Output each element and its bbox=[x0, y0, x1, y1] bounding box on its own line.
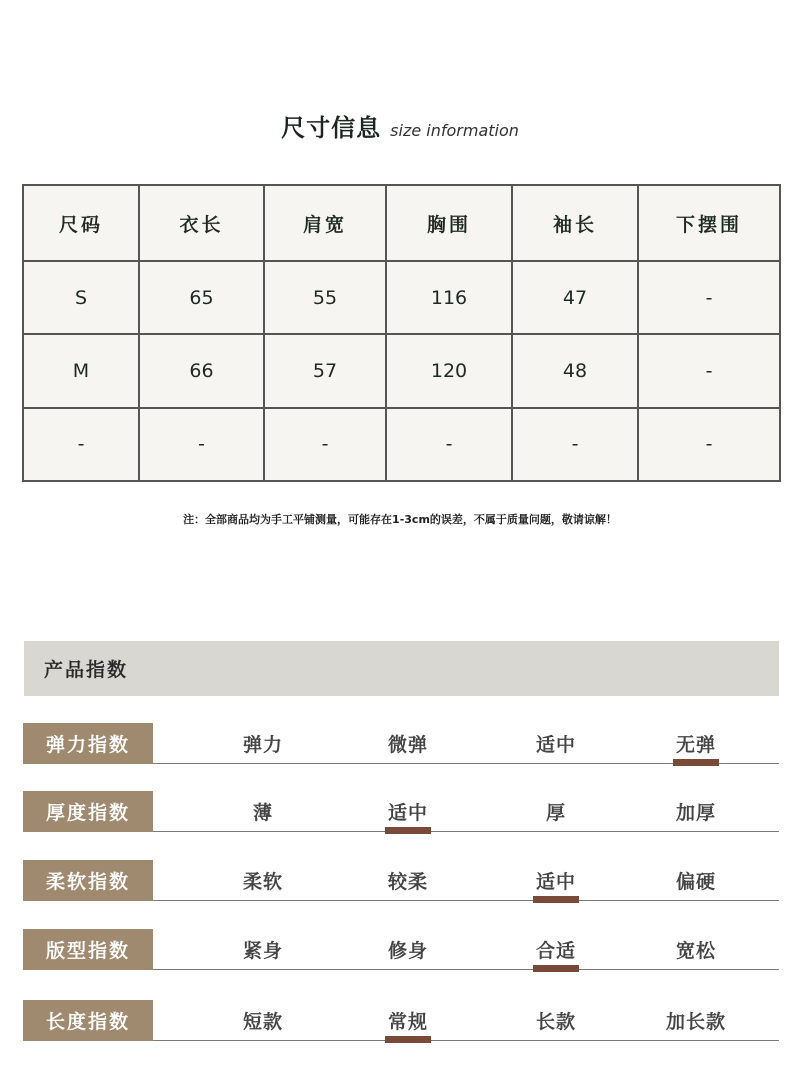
index-option: 较柔 bbox=[387, 871, 428, 893]
table-row bbox=[23, 261, 780, 334]
index-option: 薄 bbox=[252, 802, 273, 824]
index-row-fit bbox=[23, 929, 779, 970]
index-option: 微弹 bbox=[387, 734, 428, 756]
index-option: 偏硬 bbox=[675, 871, 716, 893]
index-option: 加长款 bbox=[665, 1011, 726, 1033]
index-row-length bbox=[23, 1000, 779, 1041]
index-label: 厚度指数 bbox=[23, 791, 153, 832]
index-row-thickness bbox=[23, 791, 779, 832]
index-label: 柔软指数 bbox=[23, 860, 153, 901]
index-option-selected: 常规 bbox=[358, 1000, 458, 1041]
table-header-row bbox=[23, 185, 780, 261]
product-index-header bbox=[24, 641, 779, 696]
page-title bbox=[0, 108, 800, 143]
title-chinese: 尺寸信息 bbox=[281, 114, 382, 142]
table-cell: - bbox=[264, 408, 386, 481]
index-label: 弹力指数 bbox=[23, 723, 153, 764]
table-cell: 47 bbox=[512, 261, 638, 334]
index-option: 加厚 bbox=[675, 802, 716, 824]
index-label: 长度指数 bbox=[23, 1000, 153, 1041]
product-index-title: 产品指数 bbox=[44, 659, 129, 681]
table-cell: - bbox=[638, 261, 780, 334]
table-header-cell: 尺码 bbox=[23, 185, 139, 261]
index-option: 长款 bbox=[535, 1011, 576, 1033]
index-option: 紧身 bbox=[242, 940, 283, 962]
table-cell: 57 bbox=[264, 334, 386, 407]
index-option-selected: 合适 bbox=[506, 929, 606, 970]
measurement-note: 注：全部商品均为手工平铺测量，可能存在1-3cm的误差，不属于质量问题，敬请谅解！ bbox=[183, 513, 617, 526]
table-header-cell: 胸围 bbox=[386, 185, 512, 261]
table-header-cell: 下摆围 bbox=[638, 185, 780, 261]
size-table bbox=[22, 184, 781, 482]
index-option: 修身 bbox=[387, 940, 428, 962]
table-cell: 48 bbox=[512, 334, 638, 407]
table-cell: 116 bbox=[386, 261, 512, 334]
index-option-selected: 无弹 bbox=[646, 723, 746, 764]
index-option-selected: 适中 bbox=[358, 791, 458, 832]
table-cell: 55 bbox=[264, 261, 386, 334]
title-english: size information bbox=[390, 121, 519, 140]
table-cell: - bbox=[139, 408, 264, 481]
table-row bbox=[23, 408, 780, 481]
table-cell: - bbox=[512, 408, 638, 481]
index-option-selected: 适中 bbox=[506, 860, 606, 901]
index-row-elasticity bbox=[23, 723, 779, 764]
table-cell: - bbox=[638, 334, 780, 407]
table-cell: - bbox=[386, 408, 512, 481]
table-header-cell: 袖长 bbox=[512, 185, 638, 261]
table-row bbox=[23, 334, 780, 407]
table-cell: 65 bbox=[139, 261, 264, 334]
table-cell: S bbox=[23, 261, 139, 334]
index-option: 宽松 bbox=[675, 940, 716, 962]
index-option: 柔软 bbox=[242, 871, 283, 893]
table-cell: M bbox=[23, 334, 139, 407]
table-cell: 120 bbox=[386, 334, 512, 407]
table-cell: - bbox=[23, 408, 139, 481]
table-header-cell: 肩宽 bbox=[264, 185, 386, 261]
index-option: 弹力 bbox=[242, 734, 283, 756]
index-row-softness bbox=[23, 860, 779, 901]
index-option: 厚 bbox=[545, 802, 566, 824]
index-label: 版型指数 bbox=[23, 929, 153, 970]
index-option: 短款 bbox=[242, 1011, 283, 1033]
table-header-cell: 衣长 bbox=[139, 185, 264, 261]
index-option: 适中 bbox=[535, 734, 576, 756]
table-cell: - bbox=[638, 408, 780, 481]
table-cell: 66 bbox=[139, 334, 264, 407]
